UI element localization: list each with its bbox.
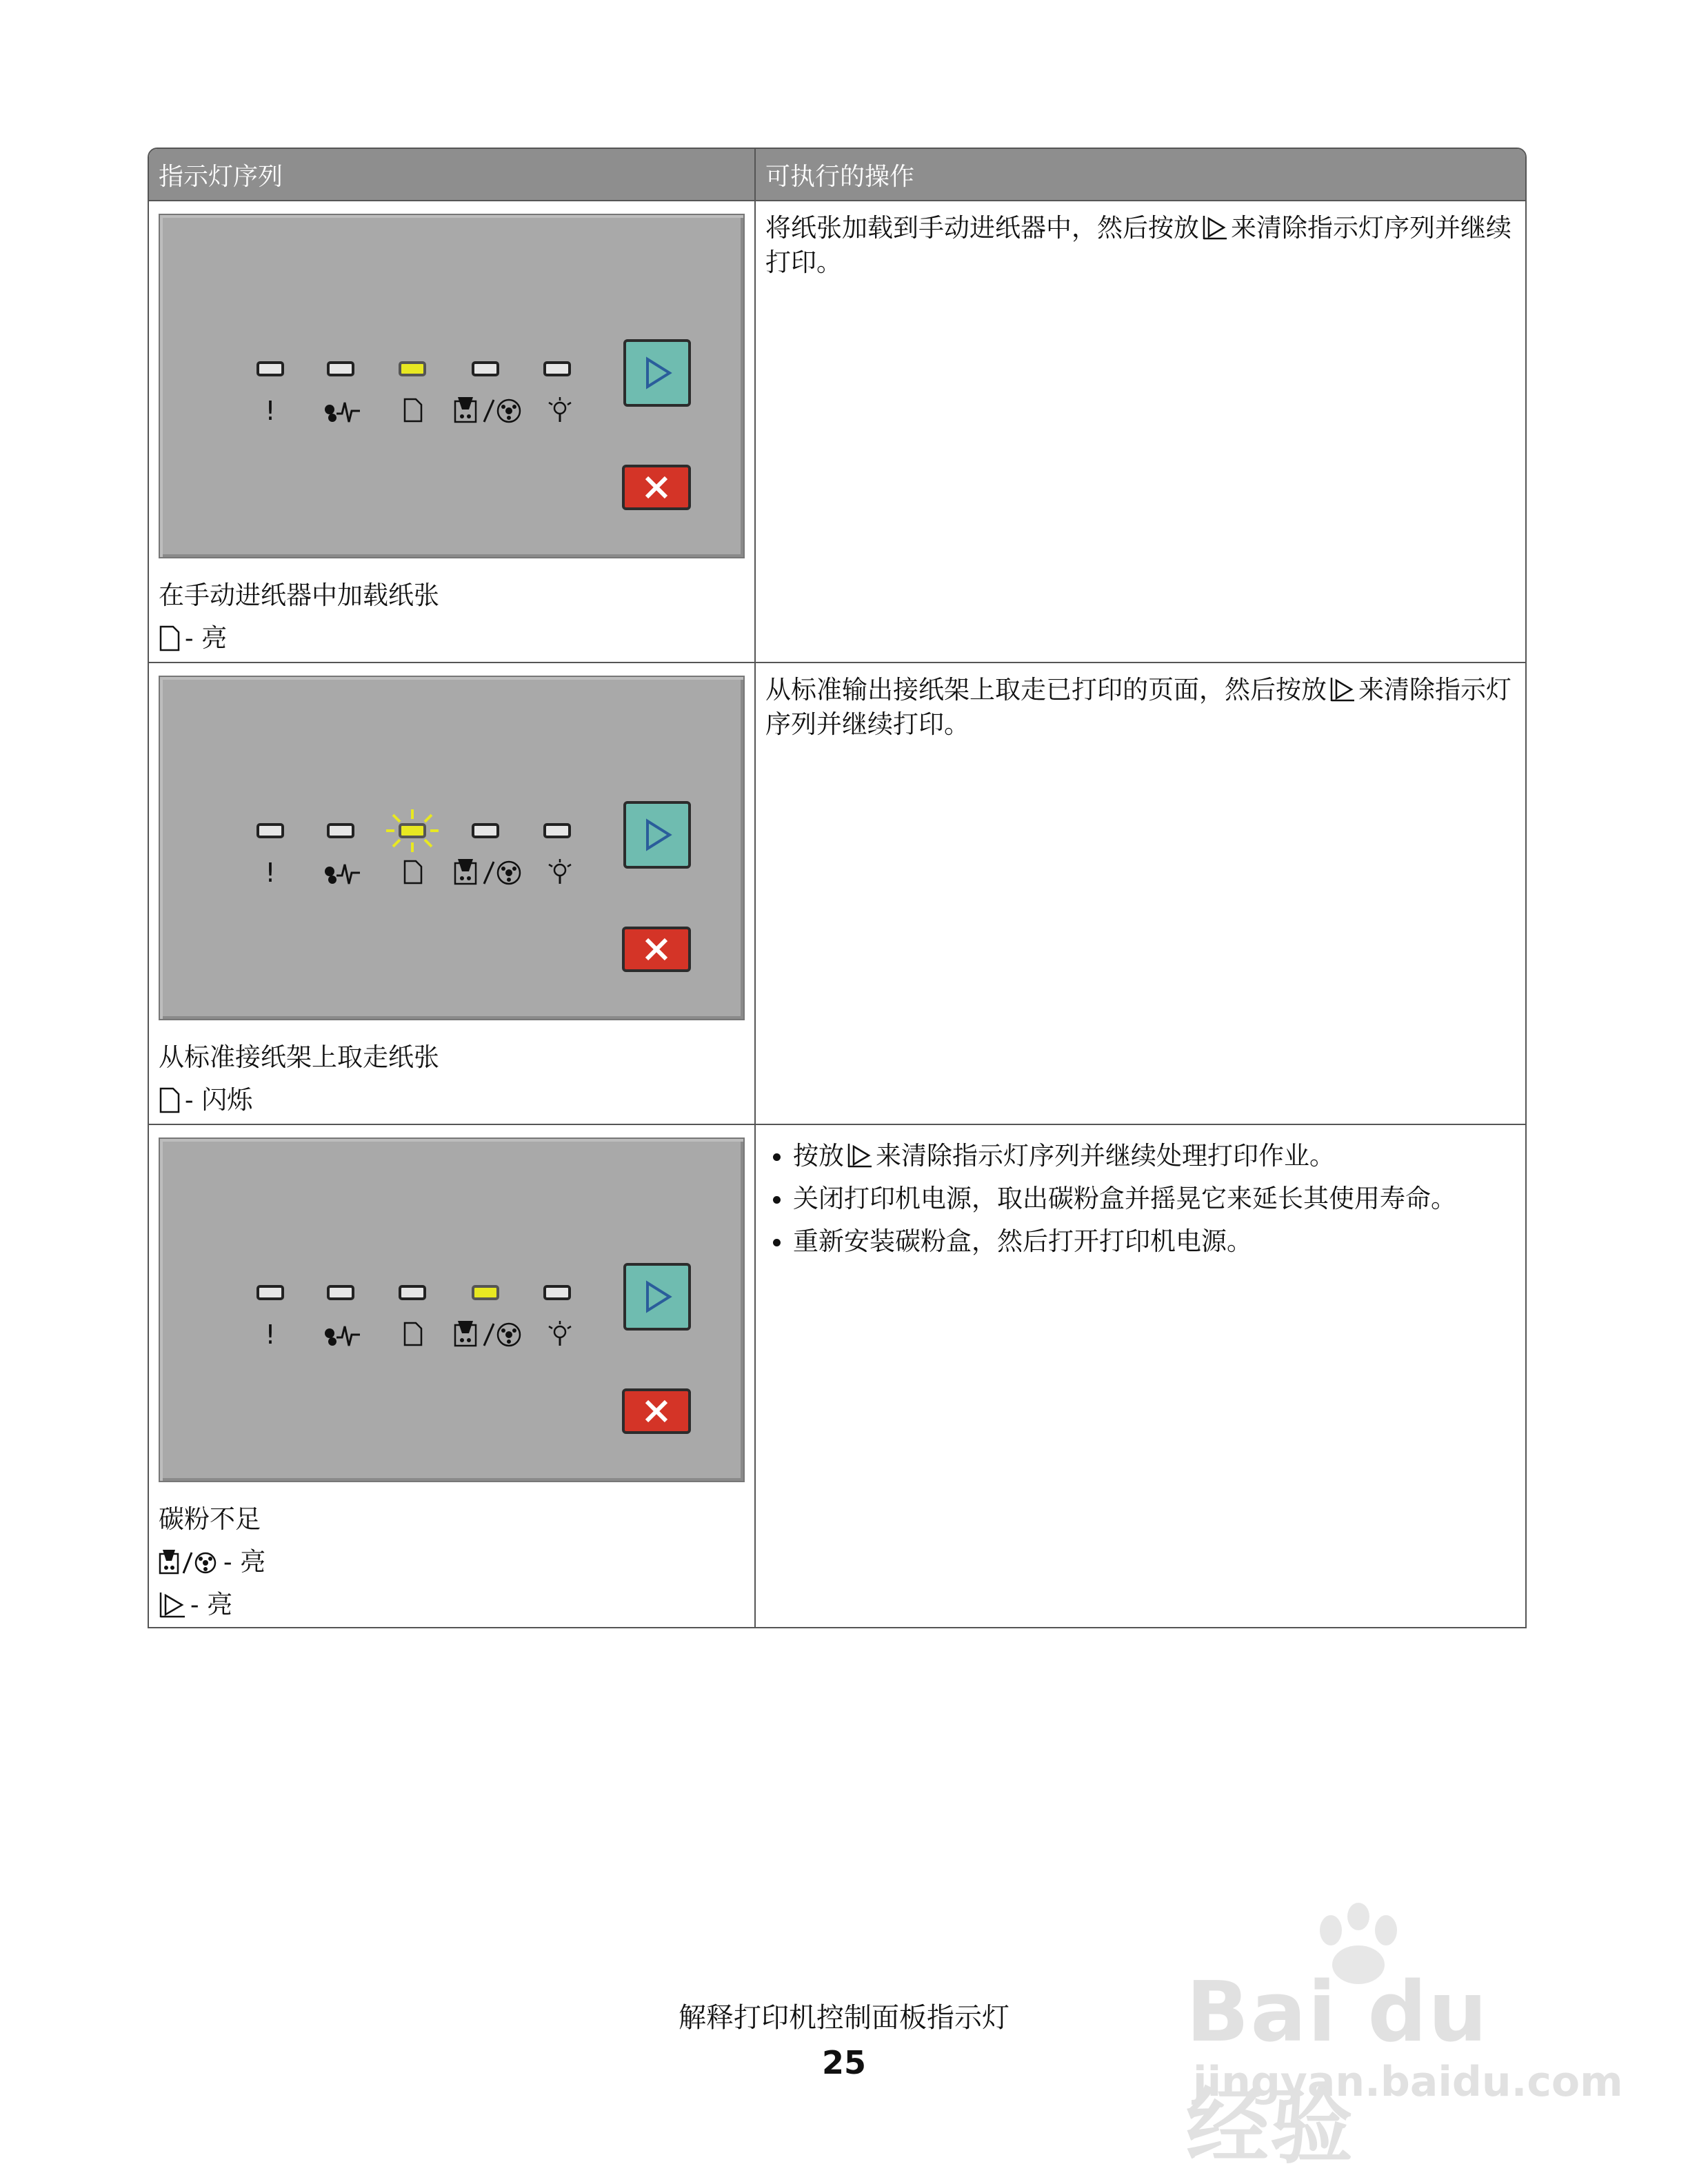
error-icon: ! <box>265 1320 276 1350</box>
ready-led <box>543 1285 571 1300</box>
action-cell <box>756 1125 1525 1627</box>
legend-line <box>159 1547 265 1577</box>
action-text: 从标准输出接纸架上取走已打印的页面，然后按放 <box>765 675 1327 705</box>
ready-led <box>543 823 571 838</box>
paper-icon <box>159 625 181 652</box>
table-row <box>149 1124 1525 1627</box>
load-paper-led <box>399 823 426 838</box>
toner-icon <box>454 858 523 887</box>
toner-led <box>472 823 499 838</box>
legend-line <box>159 623 227 654</box>
error-icon: ! <box>265 396 276 426</box>
table-header <box>149 149 1525 200</box>
list-item <box>793 1220 1516 1263</box>
control-panel-image <box>159 214 745 558</box>
go-icon <box>847 1142 873 1169</box>
play-icon <box>642 356 672 390</box>
table-row <box>149 662 1525 1124</box>
sequence-caption: 碳粉不足 <box>159 1504 261 1534</box>
action-list <box>765 1135 1516 1263</box>
toner-icon <box>454 1320 523 1348</box>
legend-line <box>159 1590 232 1620</box>
paper-icon <box>159 1086 181 1114</box>
watermark <box>1186 1903 1623 2175</box>
legend-text: - 亮 <box>185 623 228 653</box>
ready-icon <box>546 396 574 423</box>
go-icon <box>159 1591 186 1619</box>
sequence-cell <box>149 201 756 662</box>
error-led <box>257 1285 284 1300</box>
error-icon: ! <box>265 858 276 888</box>
page-number: 25 <box>821 2044 866 2081</box>
load-paper-led <box>399 1285 426 1300</box>
go-icon <box>1202 214 1228 241</box>
legend-line <box>159 1085 252 1115</box>
close-icon <box>643 474 670 501</box>
paper-icon <box>403 1321 423 1347</box>
close-icon <box>643 936 670 963</box>
header-light-sequence: 指示灯序列 <box>149 149 756 200</box>
toner-icon <box>454 396 523 425</box>
legend-text: - 亮 <box>190 1590 233 1619</box>
header-action: 可执行的操作 <box>765 162 915 191</box>
bullet-text: 重新安装碳粉盒，然后打开打印机电源。 <box>793 1226 1252 1256</box>
legend-text: - 亮 <box>223 1547 266 1577</box>
toner-led <box>472 361 499 376</box>
footer-title: 解释打印机控制面板指示灯 <box>679 2002 1009 2034</box>
paper-jam-led <box>327 361 354 376</box>
load-paper-led <box>399 361 426 376</box>
control-panel-image <box>159 1138 745 1482</box>
action-text: 将纸张加载到手动进纸器中，然后按放 <box>765 213 1199 243</box>
action-text-cont: 来清除指示灯序列并继续打印。 <box>765 675 1511 739</box>
sequence-caption: 从标准接纸架上取走纸张 <box>159 1042 439 1072</box>
paper-jam-icon <box>323 862 361 887</box>
error-led <box>257 361 284 376</box>
go-icon <box>1329 676 1356 702</box>
action-cell <box>756 663 1525 1124</box>
error-led <box>257 823 284 838</box>
paper-jam-icon <box>323 400 361 425</box>
action-text-cont: 来清除指示灯序列并继续打印。 <box>765 213 1511 277</box>
list-item <box>793 1177 1516 1220</box>
go-button <box>623 801 691 869</box>
paper-jam-led <box>327 823 354 838</box>
toner-led <box>472 1285 499 1300</box>
toner-icon <box>159 1548 219 1576</box>
watermark-brand: Bai du 经验 <box>1186 1965 1489 2175</box>
paper-jam-icon <box>323 1324 361 1348</box>
bullet-text-cont: 来清除指示灯序列并继续处理打印作业。 <box>876 1141 1335 1171</box>
indicator-table <box>148 148 1527 1628</box>
legend-text: - 闪烁 <box>185 1085 253 1115</box>
control-panel-image <box>159 676 745 1020</box>
go-button <box>623 339 691 407</box>
play-icon <box>642 1280 672 1314</box>
table-row <box>149 200 1525 662</box>
paper-jam-led <box>327 1285 354 1300</box>
stop-button <box>622 1388 691 1434</box>
bullet-text: 按放 <box>793 1141 844 1171</box>
stop-button <box>622 465 691 510</box>
action-cell <box>756 201 1525 662</box>
sequence-cell <box>149 663 756 1124</box>
ready-icon <box>546 1320 574 1347</box>
paper-icon <box>403 859 423 885</box>
bullet-text: 关闭打印机电源，取出碳粉盒并摇晃它来延长其使用寿命。 <box>793 1184 1456 1213</box>
sequence-cell <box>149 1125 756 1627</box>
close-icon <box>643 1397 670 1425</box>
watermark-url: jingyan.baidu.com <box>1193 2058 1623 2106</box>
play-icon <box>642 818 672 852</box>
paper-icon <box>403 397 423 423</box>
sequence-caption: 在手动进纸器中加载纸张 <box>159 580 439 610</box>
ready-icon <box>546 858 574 885</box>
list-item <box>793 1135 1516 1177</box>
ready-led <box>543 361 571 376</box>
go-button <box>623 1263 691 1331</box>
stop-button <box>622 927 691 972</box>
